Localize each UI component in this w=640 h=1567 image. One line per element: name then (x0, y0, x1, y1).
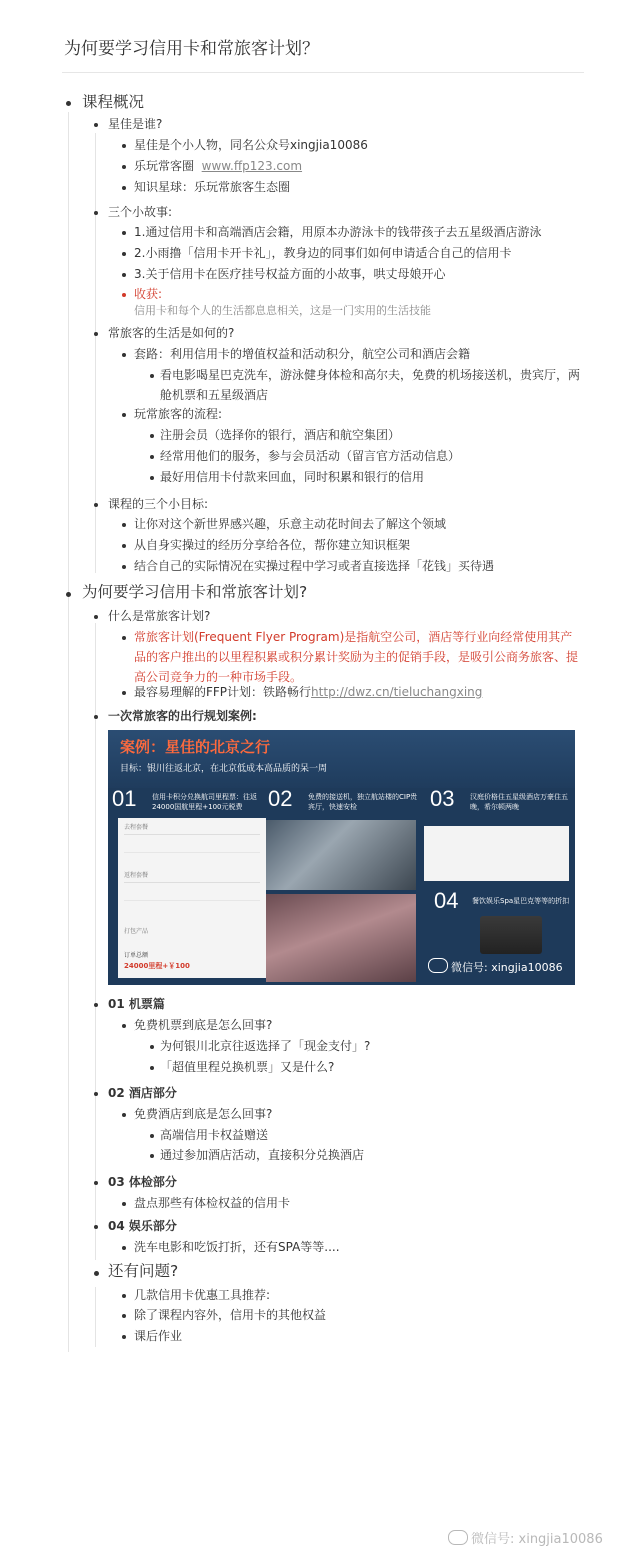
banner-watermark (428, 958, 563, 975)
bullet (122, 273, 126, 277)
outline-item: 2.小雨撸「信用卡开卡礼」，教身边的同事们如何申请适合自己的信用卡 (134, 246, 512, 260)
bullet (122, 144, 126, 148)
bullet (150, 1045, 154, 1049)
outline-item: 星佳是个小人物，同名公众号xingjia10086 (134, 138, 368, 152)
outline-item: 经常用他们的服务，参与会员活动（留言官方活动信息） (160, 449, 461, 463)
bullet (150, 455, 154, 459)
step-text: 汉庭价格住五星级酒店万豪住五晚，希尔顿两晚 (470, 793, 568, 811)
bullet (122, 252, 126, 256)
outline-item: 最好用信用卡付款来回血，同时积累和银行的信用 (160, 470, 425, 484)
bullet (94, 1181, 98, 1185)
bullet (150, 434, 154, 438)
bullet (66, 592, 71, 597)
outline-item: 3.关于信用卡在医疗挂号权益方面的小故事，哄丈母娘开心 (134, 267, 446, 281)
wechat-icon (428, 958, 448, 973)
outline-item: 课后作业 (134, 1329, 183, 1343)
form-total: 24000里程+￥100 (124, 962, 190, 970)
ffp123-link[interactable]: www.ffp123.com (201, 159, 303, 173)
banner-title: 案例：星佳的北京之行 (120, 738, 271, 756)
outline-item: 为何银川北京往返选择了「现金支付」? (160, 1039, 371, 1053)
form-divider (124, 852, 260, 853)
outline-item: 看电影喝星巴克洗车，游泳健身体检和高尔夫，免费的机场接送机，贵宾厅，两舱机票和五星级酒店 (160, 368, 581, 402)
bullet (94, 615, 98, 619)
bullet (122, 231, 126, 235)
title-divider (62, 72, 584, 73)
bullet (122, 1294, 126, 1298)
hotel-booking-screenshot (424, 826, 569, 881)
outline-item[interactable]: 三个小故事: (108, 205, 173, 219)
airport-car-photo (266, 820, 416, 890)
bullet (122, 186, 126, 190)
bullet (66, 101, 71, 106)
outline-item: 几款信用卡优惠工具推荐: (134, 1288, 271, 1302)
bullet (94, 211, 98, 215)
outline-item: 从自身实操过的经历分享给各位，帮你建立知识框架 (134, 538, 411, 552)
bullet (94, 1092, 98, 1096)
vip-lounge-photo (266, 894, 416, 982)
step-text: 信用卡积分兑换航司里程票：往返24000国航里程+100元税费 (152, 793, 257, 811)
step-number: 01 (112, 786, 137, 811)
form-label: 打包产品 (124, 928, 149, 935)
bullet (94, 503, 98, 507)
outline-item: 洗车电影和吃饭打折，还有SPA等等.... (134, 1240, 340, 1254)
section-heading[interactable]: 为何要学习信用卡和常旅客计划? (82, 583, 308, 601)
outline-item[interactable]: 常旅客的生活是如何的? (108, 326, 235, 340)
outline-guide (95, 1287, 96, 1347)
outline-item[interactable]: 03 体检部分 (108, 1175, 177, 1189)
outline-item: 盘点那些有体检权益的信用卡 (134, 1196, 291, 1210)
outline-item[interactable]: 课程的三个小目标: (108, 497, 209, 511)
outline-item: 通过参加酒店活动，直接积分兑换酒店 (160, 1148, 365, 1162)
bullet (94, 123, 98, 127)
bullet (122, 544, 126, 548)
outline-item[interactable]: 星佳是谁? (108, 117, 163, 131)
outline-item (134, 156, 302, 176)
outline-item: 除了课程内容外，信用卡的其他权益 (134, 1308, 327, 1322)
outline-item-text: 乐玩常客圈 (134, 159, 195, 173)
outline-item: 玩常旅客的流程: (134, 407, 223, 421)
step-number: 02 (268, 786, 293, 811)
bullet (122, 523, 126, 527)
banner-watermark-text: 微信号: xingjia10086 (451, 961, 563, 974)
form-label: 返程套餐 (124, 872, 149, 879)
form-label: 去程套餐 (124, 824, 149, 831)
case-banner-image (108, 730, 575, 985)
outline-item: 让你对这个新世界感兴趣，乐意主动花时间去了解这个领域 (134, 517, 447, 531)
outline-item: 高端信用卡权益赠送 (160, 1128, 269, 1142)
form-divider (124, 882, 260, 883)
bullet (94, 1003, 98, 1007)
outline-item: 结合自己的实际情况在实操过程中学习或者直接选择「花钱」买待遇 (134, 559, 495, 573)
outline-item-text: 最容易理解的FFP计划：铁路畅行 (134, 685, 312, 699)
bullet (94, 1271, 99, 1276)
bullet (122, 1202, 126, 1206)
form-label: 订单总额 (124, 952, 149, 959)
outline-item: 注册会员（选择你的银行，酒店和航空集团） (160, 428, 401, 442)
bullet (122, 293, 126, 297)
bullet (122, 691, 126, 695)
form-divider (124, 834, 260, 835)
bullet (150, 1154, 154, 1158)
banner-subtitle: 目标：银川往返北京，在北京低成本高品质的呆一周 (120, 764, 328, 774)
form-divider (124, 900, 260, 901)
bullet (94, 715, 98, 719)
step-number: 04 (434, 888, 459, 913)
outline-item[interactable]: 04 娱乐部分 (108, 1219, 177, 1233)
bullet (94, 332, 98, 336)
order-form-screenshot (118, 818, 266, 978)
ffp-definition: 常旅客计划(Frequent Flyer Program)是指航空公司，酒店等行业向经常使用其产品的客户推出的以里程积累或积分累计奖励为主的促销手段，是吸引公商务旅客、提高公司竞争力的一种市场手段。 (134, 630, 579, 684)
bullet (94, 1225, 98, 1229)
outline-item: 免费酒店到底是怎么回事? (134, 1107, 273, 1121)
step-number: 03 (430, 786, 455, 811)
credit-card-stack-photo (480, 916, 542, 954)
section-heading[interactable]: 还有问题? (108, 1262, 179, 1280)
page-title: 为何要学习信用卡和常旅客计划？ (64, 39, 319, 59)
bullet (122, 413, 126, 417)
gain-label: 收获: (134, 287, 163, 301)
bullet (122, 1246, 126, 1250)
outline-item[interactable]: 什么是常旅客计划? (108, 609, 211, 623)
outline-item[interactable]: 02 酒店部分 (108, 1086, 177, 1100)
wechat-icon (448, 1530, 468, 1545)
outline-item (134, 682, 482, 702)
outline-item: 套路：利用信用卡的增值权益和活动积分，航空公司和酒店会籍 (134, 347, 471, 361)
step-text: 餐饮娱乐Spa星巴克等等的折扣 (472, 897, 570, 905)
outline-item: 1.通过信用卡和高端酒店会籍，用原本办游泳卡的钱带孩子去五星级酒店游泳 (134, 225, 542, 239)
footer-watermark (448, 1528, 603, 1547)
outline-item[interactable]: 01 机票篇 (108, 997, 165, 1011)
outline-item: 知识星球：乐玩常旅客生态圈 (134, 180, 291, 194)
section-heading[interactable]: 课程概况 (82, 93, 145, 111)
bullet (122, 353, 126, 357)
bullet (122, 1314, 126, 1318)
step-text: 免费的接送机，独立航站楼的CIP贵宾厅，快速安检 (308, 793, 418, 811)
bullet (122, 1024, 126, 1028)
outline-guide (68, 112, 69, 1352)
bullet (150, 476, 154, 480)
bullet (150, 1066, 154, 1070)
outline-guide (95, 133, 96, 573)
bullet (122, 565, 126, 569)
outline-item: 「超值里程兑换机票」又是什么? (160, 1060, 335, 1074)
gain-note: 信用卡和每个人的生活都息息相关，这是一门实用的生活技能 (134, 304, 431, 317)
outline-item[interactable]: 一次常旅客的出行规划案例: (108, 709, 257, 723)
outline-item: 免费机票到底是怎么回事? (134, 1018, 273, 1032)
bullet (150, 374, 154, 378)
bullet (150, 1134, 154, 1138)
bullet (122, 636, 126, 640)
tieluchangxing-link[interactable]: http://dwz.cn/tieluchangxing (311, 685, 483, 699)
bullet (122, 1113, 126, 1117)
bullet (122, 165, 126, 169)
bullet (122, 1335, 126, 1339)
footer-watermark-text: 微信号: xingjia10086 (471, 1532, 603, 1547)
